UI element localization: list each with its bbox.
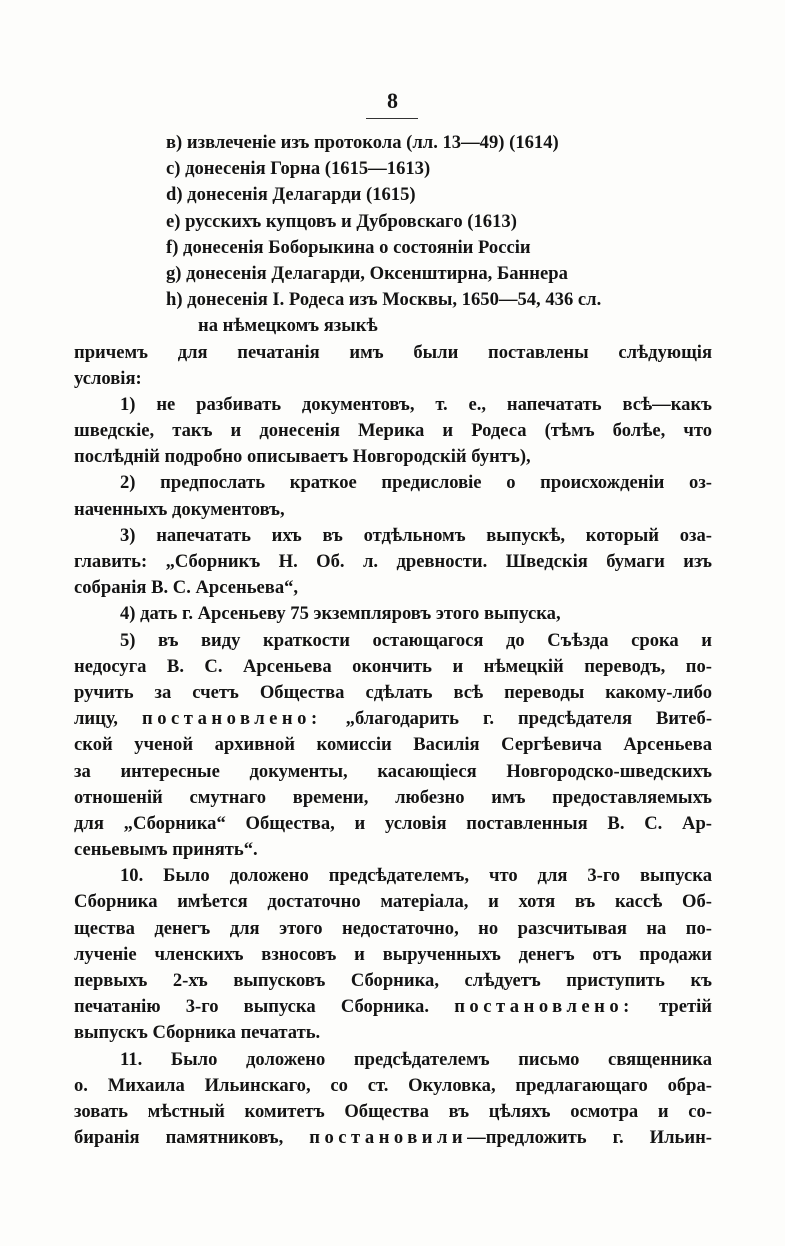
page-number-rule	[366, 118, 418, 119]
condition-4	[74, 601, 712, 627]
paragraph-conditions-intro	[74, 340, 712, 392]
text-line: послѣдній подробно описываетъ Новгородскій бунтъ),	[74, 446, 531, 468]
text-line: ской ученой архивной комиссіи Василія Сергѣевича Арсеньева	[74, 734, 712, 756]
text-line: главить: „Сборникъ Н. Об. л. древности. Шведскія бумаги изъ	[74, 551, 712, 572]
text-fragment: лицу,	[74, 708, 118, 730]
list-item: е) русскихъ купцовъ и Дубровскагo (1613)	[166, 210, 517, 232]
text-line: 10. Было доложено предсѣдателемъ, что для 3-го выпуска	[120, 865, 712, 887]
text-line: ручить за счетъ Общества сдѣлать всѣ переводы какому-либо	[74, 681, 712, 703]
spaced-decision-word: постановили	[309, 1127, 468, 1149]
list-item: h) донесенія І. Родеса изъ Москвы, 1650—54, 436 сл.	[166, 289, 602, 311]
text-line: шведскіе, такъ и донесенія Мерика и Родеса (тѣмъ болѣе, что	[74, 420, 712, 442]
text-line: первыхъ 2-хъ выпусковъ Сборника, слѣдуетъ приступить къ	[74, 970, 712, 991]
text-line	[74, 706, 712, 732]
text-line: собранія В. С. Арсеньева“,	[74, 577, 299, 599]
condition-1	[74, 392, 712, 471]
text-line: для „Сборника“ Общества, и условія поставленныя В. С. Ар-	[74, 812, 712, 834]
text-line: за интересные документы, касающіеся Новгородско-шведскихъ	[74, 760, 712, 782]
text-fragment: „благодарить г. предсѣдателя Витеб-	[345, 708, 713, 730]
text-line: 5) въ виду краткости остающагося до Съѣзда срока и	[120, 629, 712, 651]
text-line: причемъ для печатанія имъ были поставлены слѣдующія	[74, 341, 712, 363]
text-line: 11. Было доложено предсѣдателемъ письмо священника	[120, 1048, 712, 1070]
condition-2	[74, 470, 712, 522]
list-item-continuation: на нѣмецкомъ языкѣ	[198, 315, 378, 337]
list-item: f) донесенія Боборыкина о состояніи Россіи	[166, 236, 531, 258]
list-item: g) донесенія Делагарди, Оксенштирна, Баннера	[166, 262, 568, 284]
text-line: недосуга В. С. Арсеньева окончить и нѣмецкій переводъ, по-	[74, 655, 712, 677]
text-line: 4) дать г. Арсеньеву 75 экземпляровъ этого выпуска,	[120, 603, 561, 625]
text-line: о. Михаила Ильинскаго, со ст. Окуловка, предлагающаго обра-	[74, 1074, 712, 1096]
text-line	[74, 994, 712, 1020]
text-line: 1) не разбивать документовъ, т. е., напечатать всѣ—какъ	[120, 393, 712, 415]
text-line: выпускъ Сборника печатать.	[74, 1022, 321, 1044]
text-fragment: —предложить г. Ильин-	[467, 1127, 712, 1149]
text-fragment: биранія памятниковъ,	[74, 1127, 284, 1149]
condition-3	[74, 523, 712, 602]
condition-5	[74, 628, 712, 864]
spaced-decision-word: постановлено:	[141, 708, 322, 730]
paragraph-10	[74, 863, 712, 1046]
text-line: наченныхъ документовъ,	[74, 498, 285, 520]
list-item: в) извлеченіе изъ протокола (лл. 13—49) (1614)	[166, 132, 559, 153]
document-list	[74, 130, 712, 340]
text-fragment: третій	[659, 996, 712, 1018]
list-item: d) донесенія Делагарди (1615)	[166, 184, 416, 206]
text-line: отношеній смутнаго времени, любезно имъ предоставляемыхъ	[74, 786, 712, 808]
text-line: Сборника имѣется достаточно матеріала, и хотя въ кассѣ Об-	[74, 891, 712, 913]
text-block	[74, 130, 712, 1151]
list-item: с) донесенія Горна (1615—1613)	[166, 158, 431, 180]
paragraph-11	[74, 1047, 712, 1152]
page-number: 8	[387, 88, 398, 113]
text-line: сеньевымъ принять“.	[74, 839, 258, 861]
spaced-decision-word: постановлено:	[454, 996, 634, 1018]
text-line: 3) напечатать ихъ въ отдѣльномъ выпускѣ, который оза-	[120, 524, 712, 546]
text-line	[74, 1125, 712, 1151]
text-line: 2) предпослать краткое предисловіе о происхожденіи оз-	[120, 472, 712, 494]
text-line: лученіе членскихъ взносовъ и вырученныхъ денегъ отъ продажи	[74, 943, 712, 965]
text-line: щества денегъ для этого недостаточно, но разсчитывая на по-	[74, 917, 712, 939]
text-fragment: печатанію 3-го выпуска Сборника.	[74, 996, 429, 1018]
text-line: зовать мѣстный комитетъ Общества въ цѣляхъ осмотра и со-	[74, 1100, 712, 1122]
text-line: условія:	[74, 367, 142, 389]
